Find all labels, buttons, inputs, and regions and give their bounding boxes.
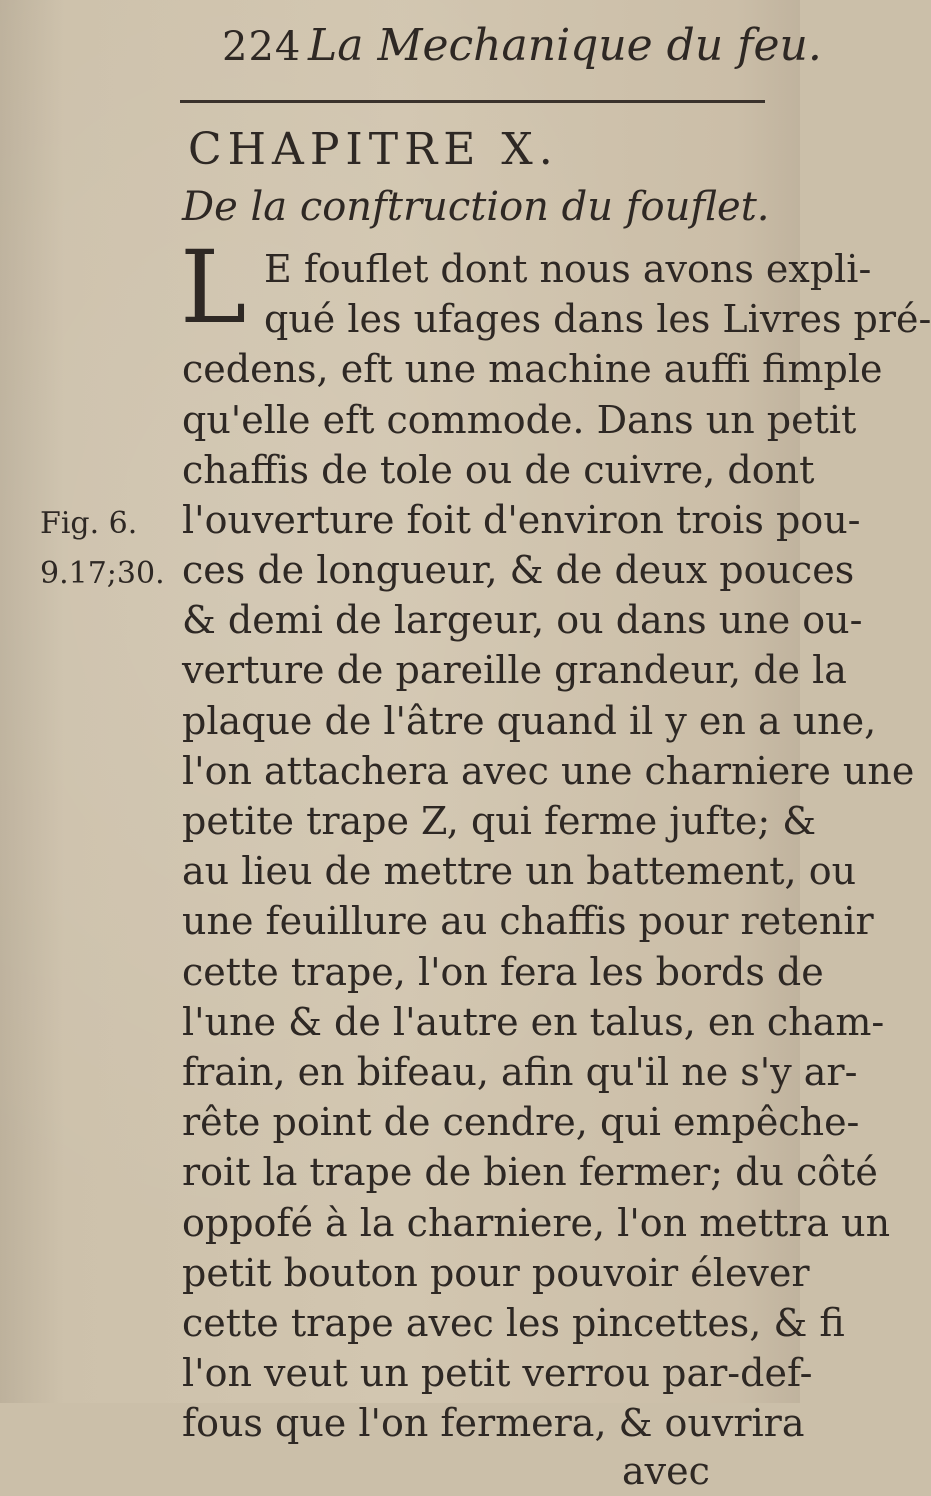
text-line: cette trape avec les pincettes, & fi bbox=[182, 1301, 845, 1345]
text-line: frain, en bifeau, afin qu'il ne s'y ar- bbox=[182, 1050, 858, 1094]
chapter-subtitle: De la conftruction du fouflet. bbox=[182, 184, 770, 230]
text-line: qu'elle eft commode. Dans un petit bbox=[182, 398, 857, 442]
text-line: roit la trape de bien fermer; du côté bbox=[182, 1150, 878, 1194]
text-line: fous que l'on fermera, & ouvrira bbox=[182, 1401, 805, 1445]
text-line: l'on attachera avec une charniere une bbox=[182, 749, 915, 793]
text-line: l'ouverture foit d'environ trois pou- bbox=[182, 498, 861, 542]
text-line: oppofé à la charniere, l'on mettra un bbox=[182, 1201, 891, 1245]
catchword: avec bbox=[622, 1449, 710, 1493]
running-title: La Mechanique du feu. bbox=[308, 20, 822, 71]
text-line: l'une & de l'autre en talus, en cham- bbox=[182, 1000, 885, 1044]
text-line: & demi de largeur, ou dans une ou- bbox=[182, 598, 863, 642]
text-line: cedens, eft une machine auffi fimple bbox=[182, 347, 883, 391]
text-line: E fouflet dont nous avons expli- bbox=[264, 247, 872, 291]
header-rule bbox=[180, 100, 765, 103]
text-line: plaque de l'âtre quand il y en a une, bbox=[182, 699, 877, 743]
text-line: chaffis de tole ou de cuivre, dont bbox=[182, 448, 815, 492]
text-line: au lieu de mettre un battement, ou bbox=[182, 849, 857, 893]
text-line: rête point de cendre, qui empêche- bbox=[182, 1100, 860, 1144]
text-line: l'on veut un petit verrou par-def- bbox=[182, 1351, 813, 1395]
text-line: verture de pareille grandeur, de la bbox=[182, 648, 847, 692]
text-line: ces de longueur, & de deux pouces bbox=[182, 548, 855, 592]
page-header bbox=[222, 14, 822, 74]
margin-note-reference: 9.17;30. bbox=[40, 556, 165, 591]
text-line: cette trape, l'on fera les bords de bbox=[182, 950, 824, 994]
text-line: petit bouton pour pouvoir élever bbox=[182, 1251, 810, 1295]
chapter-heading: CHAPITRE X. bbox=[188, 124, 559, 175]
drop-cap: L bbox=[180, 229, 247, 346]
margin-note-figure: Fig. 6. bbox=[40, 506, 138, 541]
text-line: une feuillure au chaffis pour retenir bbox=[182, 899, 874, 943]
text-line: petite trape Z, qui ferme jufte; & bbox=[182, 799, 817, 843]
page-number: 224 bbox=[222, 24, 302, 70]
text-line: qué les ufages dans les Livres pré- bbox=[264, 297, 931, 341]
